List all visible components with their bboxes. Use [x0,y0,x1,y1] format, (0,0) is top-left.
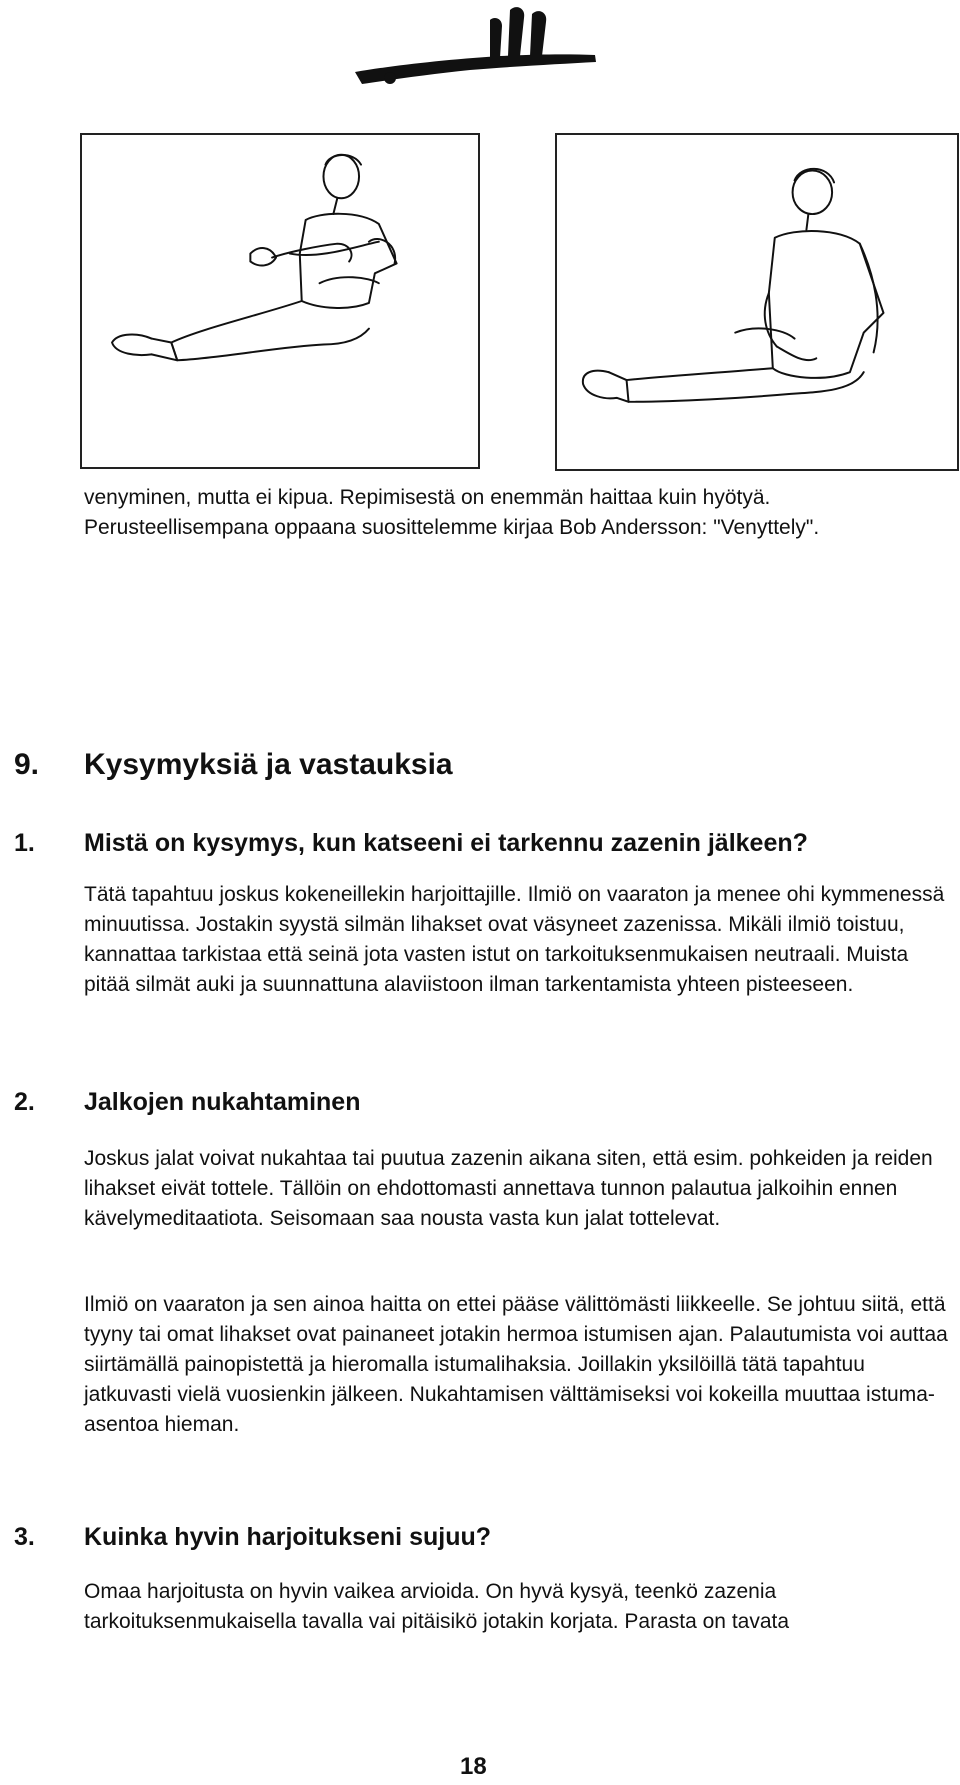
section-title: Kuinka hyvin harjoitukseni sujuu? [84,1523,492,1551]
section-heading-3 [14,1521,491,1553]
section-title: Jalkojen nukahtaminen [84,1088,361,1116]
page-number: 18 [460,1753,487,1780]
section-number: 2. [14,1088,35,1116]
section-2-paragraph-2: Ilmiö on vaaraton ja sen ainoa haitta on ettei pääse välittömästi liikkeelle. Se johtuu siitä, että tyyny tai omat lihakset ovat painaneet jotakin hermoa istumisen ajan. Palautumista voi auttaa siirtämällä painopistettä ja hieromalla istumalihaksia. Joillakin yksilöillä tätä tapahtuu jatkuvasti vielä vuosienkin jälkeen. Nukahtamisen välttämiseksi voi kokeilla muuttaa istuma-asentoa hieman. [84,1293,948,1436]
figure-seated-stretch-1 [80,133,480,469]
section-1-paragraph-1: Tätä tapahtuu joskus kokeneillekin harjoittajille. Ilmiö on vaaraton ja menee ohi kymmenessä minuutissa. Jostakin syystä silmän lihakset ovat väsyneet zazenissa. Mikäli ilmiö toistuu, kannattaa tarkistaa että seinä jota vasten istut on tarkoituksenmukaisen neutraali. Muista pitää silmät auki ja suunnattuna alaviistoon ilman tarkentamista yhteen pisteeseen. [84,883,945,996]
chapter-heading [14,747,453,783]
section-title: Mistä on kysymys, kun katseeni ei tarkennu zazenin jälkeen? [84,829,808,857]
section-number: 3. [14,1523,35,1551]
section-3-paragraph-1: Omaa harjoitusta on hyvin vaikea arvioida. On hyvä kysyä, teenkö zazenia tarkoituksenmukaisella tavalla vai pitäisikö jotakin korjata. Parasta on tavata [84,1580,790,1633]
section-heading-2 [14,1086,360,1118]
figure-seated-stretch-2 [555,133,959,471]
chapter-title: Kysymyksiä ja vastauksia [84,748,453,781]
chapter-number: 9. [14,748,40,781]
section-number: 1. [14,829,35,857]
section-heading-1 [14,827,808,859]
section-2-paragraph-1: Joskus jalat voivat nukahtaa tai puutua zazenin aikana siten, että esim. pohkeiden ja reiden lihakset eivät tottele. Tällöin on ehdottomasti annettava tunnon palautua jalkoihin ennen kävelymeditaatiota. Seisomaan saa nousta vasta kun jalat tottelevat. [84,1147,933,1230]
intro-paragraph: venyminen, mutta ei kipua. Repimisestä on enemmän haittaa kuin hyötyä. Perusteellisempana oppaana suosittelemme kirjaa Bob Andersson: "Venyttely". [84,486,820,539]
calligraphy-logo-icon [350,0,610,100]
seated-stretch-illustration-1 [82,135,478,467]
seated-stretch-illustration-2 [557,135,957,469]
